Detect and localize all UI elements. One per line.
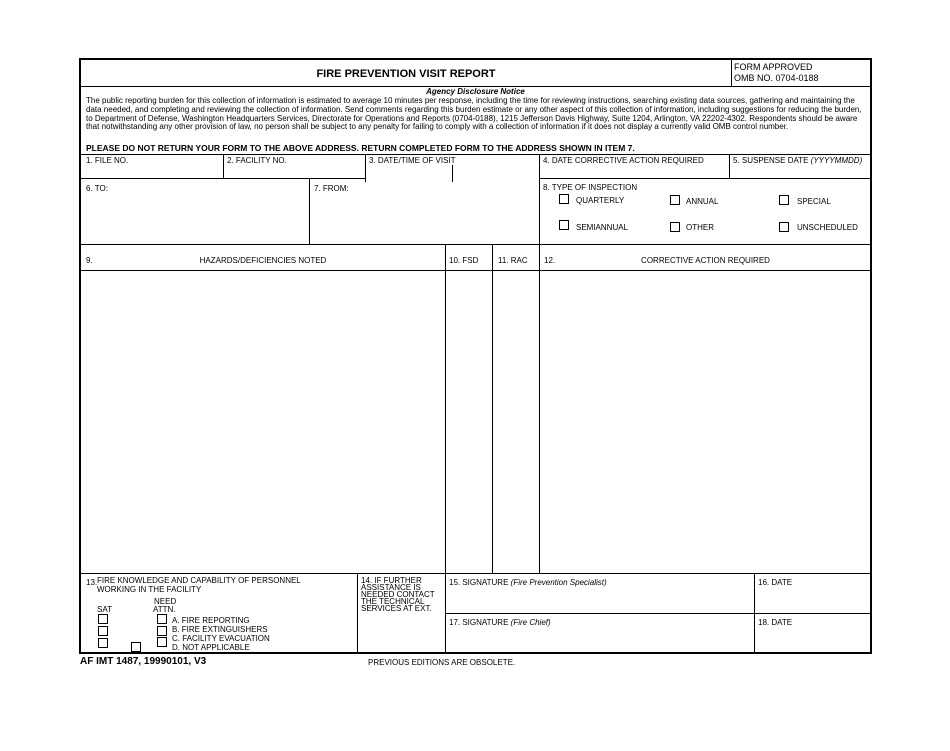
corrective-action-entry-area[interactable] — [541, 272, 869, 572]
header-divider — [731, 60, 732, 86]
unscheduled-label: UNSCHEDULED — [797, 223, 858, 232]
option-c: C. FACILITY EVACUATION — [172, 634, 270, 643]
item14-line2: ASSISTANCE IS — [361, 583, 421, 592]
divider — [365, 154, 366, 182]
divider — [309, 178, 310, 244]
divider — [452, 165, 453, 182]
disclosure-heading: Agency Disclosure Notice — [426, 87, 525, 96]
col12-number: 12. — [544, 256, 556, 265]
obsolete-notice: PREVIOUS EDITIONS ARE OBSOLETE. — [368, 658, 516, 667]
other-label: OTHER — [686, 223, 714, 232]
form-id: AF IMT 1487, 19990101, V3 — [80, 656, 207, 667]
col12-header: CORRECTIVE ACTION REQUIRED — [641, 256, 770, 265]
suspense-date-label — [733, 156, 862, 165]
annual-checkbox[interactable] — [670, 195, 680, 205]
col11-header: 11. RAC — [498, 256, 528, 265]
col9-number: 9. — [86, 256, 93, 265]
col10-header: 10. FSD — [449, 256, 479, 265]
rule — [81, 244, 870, 245]
divider — [357, 573, 358, 654]
form-approved-label: FORM APPROVED — [734, 62, 813, 72]
file-no-label: 1. FILE NO. — [86, 156, 129, 165]
item14-line1: 14. IF FURTHER — [361, 576, 422, 585]
option-a: A. FIRE REPORTING — [172, 616, 250, 625]
sig17-text: 17. SIGNATURE — [449, 618, 509, 627]
row-rule-1 — [81, 154, 870, 155]
rule — [81, 178, 365, 179]
suspense-date-format: (YYYYMMDD) — [810, 156, 863, 165]
date-corrective-label: 4. DATE CORRECTIVE ACTION REQUIRED — [543, 156, 704, 165]
fire-prevention-form — [79, 58, 872, 654]
item14-line3: NEEDED CONTACT — [361, 590, 435, 599]
quarterly-checkbox[interactable] — [559, 194, 569, 204]
semiannual-label: SEMIANNUAL — [576, 223, 629, 232]
disclosure-warning: PLEASE DO NOT RETURN YOUR FORM TO THE ABOVE ADDRESS. RETURN COMPLETED FORM TO THE ADDRESS SHOWN IN ITEM 7. — [86, 143, 635, 153]
attn-checkbox-a[interactable] — [157, 614, 167, 624]
hazards-entry-area[interactable] — [82, 272, 444, 572]
omb-number: OMB NO. 0704-0188 — [734, 73, 819, 83]
need-label: NEED — [154, 597, 177, 606]
item13-line2: WORKING IN THE FACILITY — [97, 585, 202, 594]
sig15-text: 15. SIGNATURE — [449, 578, 509, 587]
signature-15-label — [449, 578, 607, 587]
sig17-role: (Fire Chief) — [510, 618, 551, 627]
divider — [729, 154, 730, 178]
special-checkbox[interactable] — [779, 195, 789, 205]
suspense-date-text: 5. SUSPENSE DATE — [733, 156, 809, 165]
sat-checkbox-b[interactable] — [98, 626, 108, 636]
option-d: D. NOT APPLICABLE — [172, 643, 250, 652]
attn-label: ATTN. — [153, 605, 176, 614]
to-label: 6. TO: — [86, 184, 108, 193]
date-18-label: 18. DATE — [758, 618, 793, 627]
quarterly-label: QUARTERLY — [576, 196, 625, 205]
sat-checkbox-d[interactable] — [131, 642, 141, 652]
date-time-label: 3. DATE/TIME OF VISIT — [369, 156, 456, 165]
facility-no-label: 2. FACILITY NO. — [227, 156, 287, 165]
option-b: B. FIRE EXTINGUISHERS — [172, 625, 268, 634]
signature-17-field[interactable] — [447, 628, 753, 652]
rule — [445, 613, 870, 614]
sat-label: SAT — [97, 605, 112, 614]
col-divider — [492, 244, 493, 573]
col-divider — [445, 244, 446, 573]
rule — [81, 573, 870, 574]
divider — [223, 154, 224, 178]
item14-line5: SERVICES AT EXT. — [361, 604, 432, 613]
item13-line1: FIRE KNOWLEDGE AND CAPABILITY OF PERSONNEL — [97, 576, 301, 585]
unscheduled-checkbox[interactable] — [779, 222, 789, 232]
col-divider — [539, 244, 540, 573]
page-title: FIRE PREVENTION VISIT REPORT — [316, 68, 496, 80]
from-label: 7. FROM: — [314, 184, 349, 193]
attn-checkbox-b[interactable] — [157, 626, 167, 636]
signature-17-label — [449, 618, 551, 627]
type-inspection-label: 8. TYPE OF INSPECTION — [543, 183, 638, 192]
signature-15-field[interactable] — [447, 588, 753, 612]
attn-checkbox-c[interactable] — [157, 637, 167, 647]
semiannual-checkbox[interactable] — [559, 220, 569, 230]
col9-header: HAZARDS/DEFICIENCIES NOTED — [199, 256, 327, 265]
rule — [81, 270, 870, 271]
item13-number: 13. — [86, 578, 98, 587]
sat-checkbox-a[interactable] — [98, 614, 108, 624]
other-checkbox[interactable] — [670, 222, 680, 232]
rule — [539, 178, 870, 179]
divider — [539, 154, 540, 244]
date-16-label: 16. DATE — [758, 578, 793, 587]
item14-line4: THE TECHNICAL — [361, 597, 425, 606]
disclosure-body: The public reporting burden for this collection of information is estimated to average 10 minutes per response, including the time for reviewing instructions, searching existing data sources, gathering and maintaining the data needed, and completing and reviewing the collection of information. Send comments regarding this burden estimate or any other aspect of this collection of information, including suggestions for reducing the burden, to Department of Defense, Washington Headquarters Services, Directorate for Operations and Reports (0704-0188), 1215 Jefferson Davis Highway, Suite 1204, Arlington, VA 22202-4302. Respondents should be aware that notwithstanding any other provision of law, no person shall be subject to any penalty for failing to comply with a collection of information if it does not display a currently valid OMB control number. — [86, 96, 862, 132]
sat-checkbox-c[interactable] — [98, 638, 108, 648]
special-label: SPECIAL — [797, 197, 831, 206]
sig15-role: (Fire Prevention Specialist) — [510, 578, 607, 587]
annual-label: ANNUAL — [686, 197, 719, 206]
